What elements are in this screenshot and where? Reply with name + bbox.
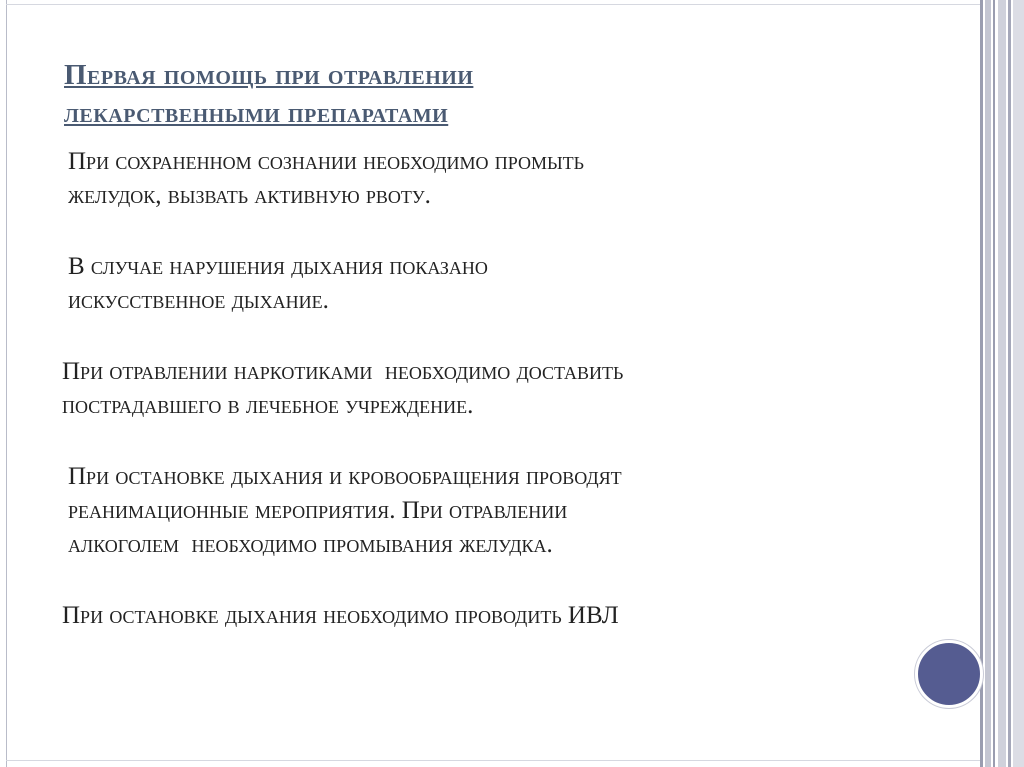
paragraph-line: реанимационные мероприятия. При отравлении (68, 497, 568, 524)
paragraph-line: При остановке дыхания и кровообращения проводят (68, 463, 622, 490)
paragraph-narcotics (62, 355, 942, 423)
decorative-stripe (993, 0, 995, 767)
slide-title (64, 56, 944, 132)
paragraph-line: При сохраненном сознании необходимо промыть (68, 148, 584, 175)
frame-top-border (6, 4, 982, 5)
decorative-stripe (985, 0, 991, 767)
slide-title-line1: Первая помощь при отравлении (64, 59, 474, 91)
decorative-stripe (1013, 0, 1024, 767)
paragraph-line: При остановке дыхания необходимо проводить ИВЛ (62, 602, 619, 629)
paragraph-line: В случае нарушения дыхания показано (68, 253, 488, 280)
slide-title-line2: лекарственными препаратами (64, 97, 449, 129)
decorative-circle (915, 640, 983, 708)
paragraph-line: пострадавшего в лечебное учреждение. (62, 392, 474, 419)
paragraph-line: При отравлении наркотиками необходимо доставить (62, 358, 624, 385)
paragraph-line: искусственное дыхание. (68, 287, 329, 314)
slide-body (62, 145, 942, 670)
frame-bottom-border (6, 760, 982, 761)
frame-left-border (6, 0, 7, 767)
paragraph-ventilation (62, 599, 942, 633)
decorative-stripe (980, 0, 983, 767)
decorative-stripe (998, 0, 1006, 767)
paragraph-line: алкоголем необходимо промывания желудка. (68, 531, 553, 558)
paragraph-breathing (62, 250, 942, 318)
decorative-stripe (1008, 0, 1011, 767)
paragraph-line: желудок, вызвать активную рвоту. (68, 182, 431, 209)
paragraph-conscious (62, 145, 942, 213)
paragraph-resuscitation (62, 460, 942, 562)
